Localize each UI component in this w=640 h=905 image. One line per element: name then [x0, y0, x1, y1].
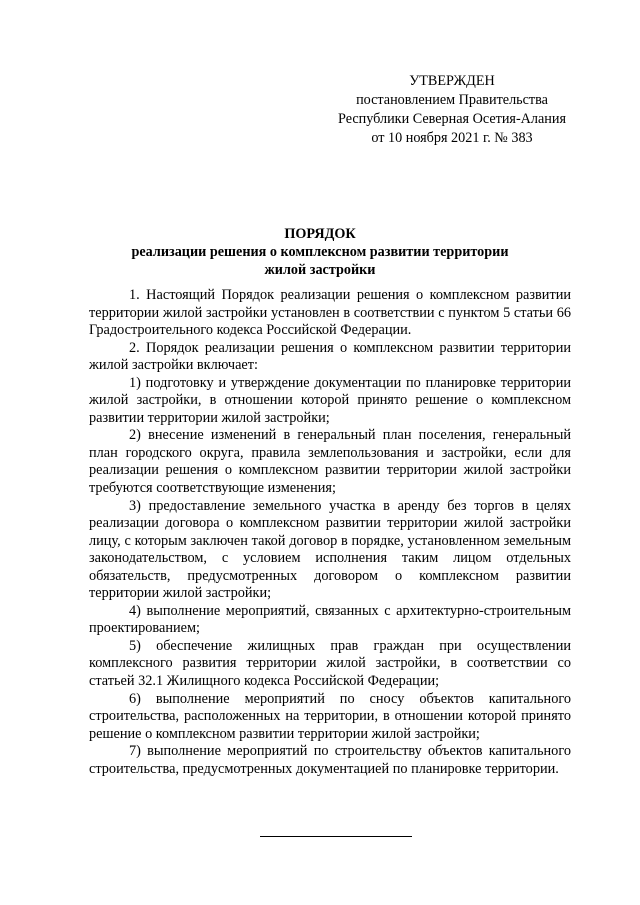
list-item-6: 6) выполнение мероприятий по сносу объектов капитального строительства, расположенных на территории, в отношении которой принято решение о комплексном развитии территории жилой застройки; [89, 690, 571, 742]
approval-issuer: постановлением Правительства [356, 92, 548, 108]
paragraph-2: 2. Порядок реализации решения о комплексном развитии территории жилой застройки включает: [89, 339, 571, 374]
list-item-1: 1) подготовку и утверждение документации по планировке территории жилой застройки, в отношении которой принято решение о комплексном развитии территории жилой застройки; [89, 374, 571, 426]
approval-stamp-block [332, 72, 572, 148]
approval-date-number: от 10 ноября 2021 г. № 383 [371, 130, 533, 146]
document-subtitle-line-2: жилой застройки [264, 262, 376, 278]
approval-heading: УТВЕРЖДЕН [409, 73, 495, 89]
document-subtitle-line-1: реализации решения о комплексном развитии территории [131, 244, 509, 260]
list-item-5: 5) обеспечение жилищных прав граждан при осуществлении комплексного развития территории жилой застройки, в соответствии со статьей 32.1 Жилищного кодекса Российской Федерации; [89, 637, 571, 690]
list-item-4: 4) выполнение мероприятий, связанных с архитектурно-строительным проектированием; [89, 602, 571, 637]
approval-republic: Республики Северная Осетия-Алания [337, 111, 566, 127]
document-title-block [0, 225, 640, 279]
document-body [89, 287, 571, 778]
list-item-7: 7) выполнение мероприятий по строительству объектов капитального строительства, предусмотренных документацией по планировке территории. [89, 743, 571, 777]
list-item-3: 3) предоставление земельного участка в аренду без торгов в целях реализации договора о комплексном развитии территории жилой застройки лицу, с которым заключен такой договор в порядке, установленном земельным законодательством, с условием исполнения таким лицом отдельных обязательств, предусмотренных договором о комплексном развитии территории жилой застройки; [89, 497, 571, 602]
document-heading: ПОРЯДОК [284, 226, 356, 242]
list-item-2: 2) внесение изменений в генеральный план поселения, генеральный план городского округа, правила землепользования и застройки, если для реализации решения о комплексном развитии территории жилой застройки требуются соответствующие изменения; [89, 427, 571, 497]
end-separator-line [260, 836, 412, 837]
paragraph-1: 1. Настоящий Порядок реализации решения о комплексном развитии территории жилой застройки установлен в соответствии с пунктом 5 статьи 66 Градостроительного кодекса Российской Федерации. [89, 287, 571, 339]
